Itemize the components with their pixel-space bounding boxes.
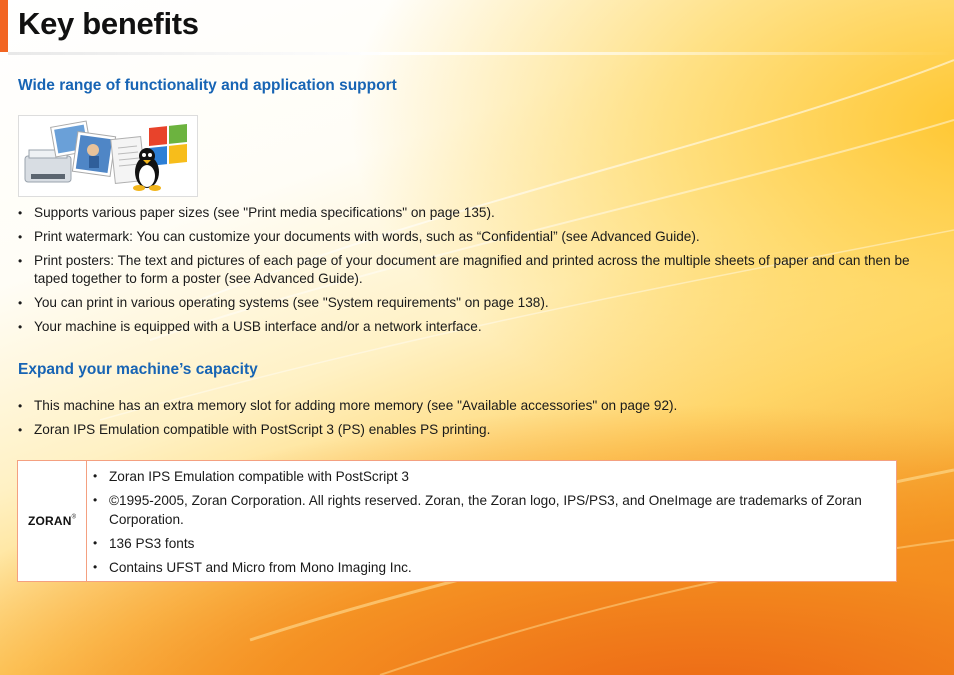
zoran-info-table <box>17 460 897 582</box>
feature-illustration <box>18 115 198 197</box>
zoran-details-cell <box>87 461 896 581</box>
list-item: • Zoran IPS Emulation compatible with PostScript 3 <box>93 467 888 486</box>
zoran-logo: ZORAN® <box>27 514 77 528</box>
page-title: Key benefits <box>18 6 199 41</box>
title-accent-bar <box>0 0 8 52</box>
title-bar <box>0 0 954 52</box>
list-item: • 136 PS3 fonts <box>93 534 888 553</box>
list-item: • Zoran IPS Emulation compatible with PostScript 3 (PS) enables PS printing. <box>18 421 940 439</box>
capacity-list <box>18 397 940 445</box>
zoran-details-list <box>93 467 888 577</box>
list-item: • ©1995-2005, Zoran Corporation. All rights reserved. Zoran, the Zoran logo, IPS/PS3, and OneImage are trademarks of Zoran Corporation. <box>93 491 888 529</box>
section-heading-capacity: Expand your machine’s capacity <box>18 361 258 378</box>
functionality-list <box>18 204 940 342</box>
list-item: • Supports various paper sizes (see "Print media specifications" on page 135). <box>18 204 940 222</box>
list-item: • This machine has an extra memory slot for adding more memory (see "Available accessories" on page 92). <box>18 397 940 415</box>
list-item: • Your machine is equipped with a USB interface and/or a network interface. <box>18 318 940 336</box>
section-heading-functionality: Wide range of functionality and application support <box>18 77 397 94</box>
list-item: • You can print in various operating systems (see "System requirements" on page 138). <box>18 294 940 312</box>
list-item: • Print watermark: You can customize your documents with words, such as “Confidential” (see Advanced Guide). <box>18 228 940 246</box>
list-item: • Print posters: The text and pictures of each page of your document are magnified and printed across the multiple sheets of paper and can then be taped together to form a poster (see Advanced Guide). <box>18 252 940 288</box>
list-item: • Contains UFST and Micro from Mono Imaging Inc. <box>93 558 888 577</box>
windows-logo-icon <box>149 124 187 166</box>
title-divider <box>8 52 954 55</box>
zoran-logo-cell <box>18 461 87 581</box>
